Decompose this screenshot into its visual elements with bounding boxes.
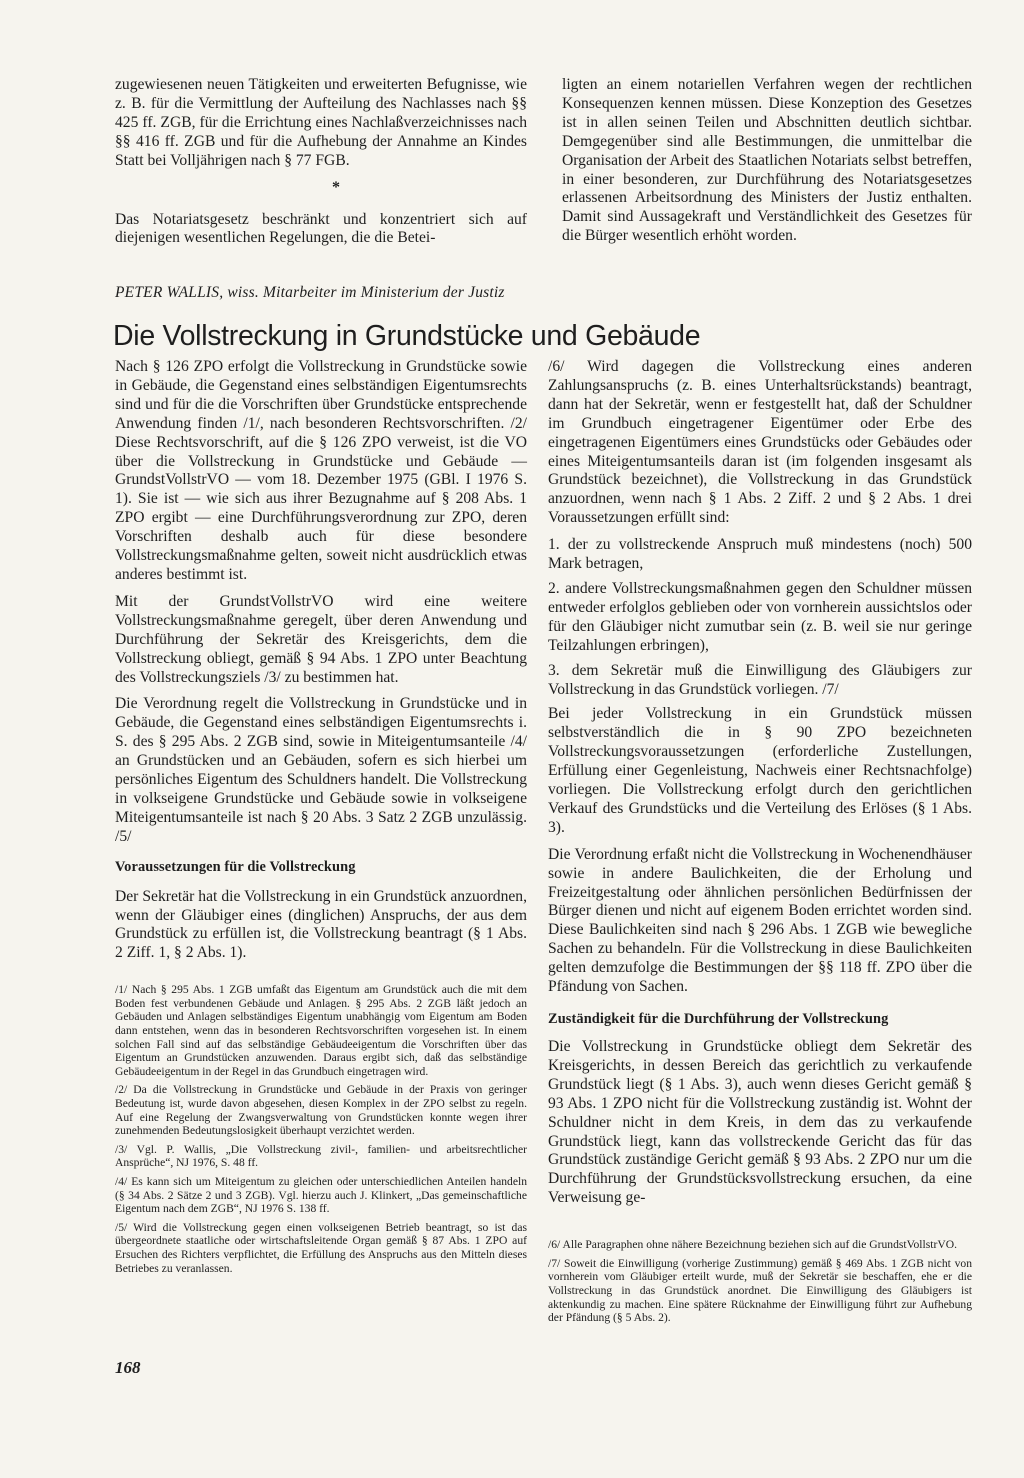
footnote: /5/ Wird die Vollstreckung gegen einen volkseigenen Betrieb beantragt, so ist das übergeordnete staatliche oder wirtschaftsleitende Organ gemäß § 87 Abs. 1 ZPO auf Ersuchen des Richters verpflichtet, die Erfüllung des Anspruchs aus den Mitteln dieses Betriebes zu veranlassen. [115, 1220, 527, 1275]
intro-right-column [562, 76, 972, 254]
footnote: /3/ Vgl. P. Wallis, „Die Vollstreckung zivil-, familien- und arbeitsrechtlicher Ansprüche“, NJ 1976, S. 48 ff. [115, 1142, 527, 1170]
article-paragraph: Die Verordnung erfaßt nicht die Vollstreckung in Wochenendhäuser sowie in andere Baulichkeiten, die der Erholung und Freizeitgestaltung oder ähnlichen persönlichen Bedürfnissen der Bürger dienen und nicht auf eigenem Boden errichtet worden sind. Diese Baulichkeiten sind nach § 296 Abs. 1 ZGB wie bewegliche Sachen zu behandeln. Für die Vollstreckung in diese Baulichkeiten gelten demzufolge die Bestimmungen der §§ 118 ff. ZPO über die Pfändung von Sachen. [548, 845, 972, 996]
article-paragraph: Bei jeder Vollstreckung in ein Grundstück müssen selbstverständlich die in § 90 ZPO bezeichneten Vollstreckungsvoraussetzungen (erforderliche Zustellungen, Erfüllung einer Gegenleistung, Nachweis einer Rechtsnachfolge) vorliegen. Die Vollstreckung erfolgt durch den gerichtlichen Verkauf des Grundstücks und die Verteilung des Erlöses (§ 1 Abs. 3). [548, 705, 972, 836]
article-paragraph: /6/ Wird dagegen die Vollstreckung eines anderen Zahlungsanspruchs (z. B. eines Unterhaltsrückstands) beantragt, dann hat der Sekretär, wenn er festgestellt hat, daß der Schuldner im Grundbuch eingetragener Eigentümer oder Erbe des eingetragenen Eigentümers eines Grundstücks oder Gebäudes oder eines Miteigentumsanteils daran ist (im folgenden insgesamt als Grundstück bezeichnet), die Vollstreckung in das Grundstück anzuordnen, wenn nach § 1 Abs. 2 Ziff. 2 und § 2 Abs. 1 drei Voraussetzungen erfüllt sind: [548, 358, 972, 527]
footnotes-left [115, 983, 527, 1275]
condition-item: 1. der zu vollstreckende Anspruch muß mindestens (noch) 500 Mark betragen, [548, 536, 972, 573]
condition-item: 2. andere Vollstreckungsmaßnahmen gegen den Schuldner müssen entweder erfolglos geblieben oder von vornherein aussichtslos oder für den Gläubiger nicht zumutbar sein (z. B. weil sie nur geringe Teilzahlungen erbringen), [548, 579, 972, 654]
intro-left-paragraph: Das Notariatsgesetz beschränkt und konzentriert sich auf diejenigen wesentlichen Regelungen, die die Betei- [115, 210, 527, 247]
footnote: /4/ Es kann sich um Miteigentum zu gleichen oder unterschiedlichen Anteilen handeln (§ 34 Abs. 2 Sätze 2 und 3 ZGB). Vgl. hierzu auch J. Klinkert, „Das gemeinschaftliche Eigentum nach dem ZGB“, NJ 1976 S. 138 ff. [115, 1175, 527, 1216]
article-paragraph: Nach § 126 ZPO erfolgt die Vollstreckung in Grundstücke sowie in Gebäude, die Gegenstand eines selbständigen Eigentumsrechts sind und für die die Vorschriften über Grundstücke entsprechende Anwendung finden /1/, nach besonderen Rechtsvorschriften. /2/ Diese Rechtsvorschrift, auf die § 126 ZPO verweist, ist die VO über die Vollstreckung in Grundstücke und Gebäude — GrundstVollstrVO — vom 18. Dezember 1975 (GBl. I 1976 S. 1). Sie ist — wie sich aus ihrer Bezugnahme auf § 208 Abs. 1 ZPO ergibt — eine Durchführungsverordnung zur ZPO, deren Vorschriften deshalb auch für diese besondere Vollstreckungsmaßnahme gelten, soweit nicht ausdrücklich etwas anderes bestimmt ist. [115, 358, 527, 583]
article-paragraph: Mit der GrundstVollstrVO wird eine weitere Vollstreckungsmaßnahme geregelt, über deren Anwendung und Durchführung der Sekretär des Kreisgerichts, dem die Vollstreckung obliegt, gemäß § 94 Abs. 1 ZPO unter Beachtung des Vollstreckungsziels /3/ zu bestimmen hat. [115, 592, 527, 686]
footnotes-right [548, 1238, 972, 1325]
intro-left-paragraph: zugewiesenen neuen Tätigkeiten und erweiterten Befugnisse, wie z. B. für die Vermittlung der Aufteilung des Nachlasses nach §§ 425 ff. ZGB, für die Errichtung eines Nachlaßverzeichnisses nach §§ 416 ff. ZGB und für die Aufhebung der Annahme an Kindes Statt bei Volljährigen nach § 77 FGB. [115, 76, 527, 169]
article-title: Die Vollstreckung in Grundstücke und Gebäude [113, 320, 701, 352]
section-heading-prerequisites: Voraussetzungen für die Vollstreckung [115, 858, 356, 875]
page-number: 168 [115, 1358, 141, 1377]
article-author: PETER WALLIS, wiss. Mitarbeiter im Ministerium der Justiz [115, 284, 505, 301]
intro-right-paragraph: ligten an einem notariellen Verfahren wegen der rechtlichen Konsequenzen kennen müssen. Diese Konzeption des Gesetzes ist in allen seinen Teilen und Abschnitten deutlich sichtbar. Demgegenüber sind alle Bestimmungen, die unmittelbar die Organisation der Arbeit des Staatlichen Notariats selbst betreffen, in einer besonderen, zur Durchführung des Notariatsgesetzes erlassenen Arbeitsordnung des Ministers der Justiz enthalten. Damit sind Aussagekraft und Verständlichkeit des Gesetzes für die Bürger wesentlich erhöht worden. [562, 76, 972, 245]
article-left-column [115, 358, 527, 1280]
footnote: /6/ Alle Paragraphen ohne nähere Bezeichnung beziehen sich auf die GrundstVollstrVO. [548, 1238, 957, 1252]
article-paragraph: Der Sekretär hat die Vollstreckung in ein Grundstück anzuordnen, wenn der Gläubiger eines (dinglichen) Anspruchs, der aus dem Grundstück zu erfüllen ist, die Vollstreckung beantragt (§ 1 Abs. 2 Ziff. 1, § 2 Abs. 1). [115, 887, 527, 962]
footnote: /7/ Soweit die Einwilligung (vorherige Zustimmung) gemäß § 469 Abs. 1 ZGB nicht von vornherein vom Gläubiger erteilt wurde, muß der Sekretär sie beschaffen, ehe er die Vollstreckung in das Grundstück anordnet. Die Einwilligung des Gläubigers ist aktenkundig zu machen. Eine spätere Rücknahme der Einwilligung führt zur Aufhebung der Pfändung (§ 5 Abs. 2). [548, 1256, 972, 1325]
footnote: /1/ Nach § 295 Abs. 1 ZGB umfaßt das Eigentum am Grundstück auch die mit dem Boden fest verbundenen Gebäude und Anlagen. § 295 Abs. 2 ZGB läßt jedoch an Gebäuden und Anlagen selbständiges Eigentum unabhängig vom Eigentum am Boden dann entstehen, wenn das in besonderen Rechtsvorschriften vorgesehen ist. In einem solchen Fall sind auf das selbständige Gebäudeeigentum die Vorschriften über das Eigentum an Grundstücken anzuwenden. Daraus ergibt sich, daß das selbständige Gebäudeeigentum in der Regel in das Grundbuch eingetragen wird. [115, 983, 527, 1078]
intro-left-column [115, 76, 527, 256]
section-heading-jurisdiction: Zuständigkeit für die Durchführung der Vollstreckung [548, 1011, 889, 1027]
section-separator: * [332, 178, 340, 196]
article-paragraph: Die Verordnung regelt die Vollstreckung in Grundstücke und in Gebäude, die Gegenstand eines selbständigen Eigentumsrechts i. S. des § 295 Abs. 2 ZGB sind, sowie in Miteigentumsanteile /4/ an Grundstücken und an Gebäuden, sofern es sich hierbei um persönliches Eigentum des Schuldners handelt. Die Vollstreckung in volkseigene Grundstücke und Gebäude sowie in volkseigene Miteigentumsanteile ist nach § 20 Abs. 3 Satz 2 ZGB unzulässig. /5/ [115, 695, 527, 845]
condition-item: 3. dem Sekretär muß die Einwilligung des Gläubigers zur Vollstreckung in das Grundstück vorliegen. /7/ [548, 661, 972, 698]
article-right-column [548, 358, 972, 1330]
article-paragraph: Die Vollstreckung in Grundstücke obliegt dem Sekretär des Kreisgerichts, in dessen Bereich das gerichtlich zu verkaufende Grundstück liegt (§ 1 Abs. 3), auch wenn dieses Gericht gemäß § 93 Abs. 1 ZPO nicht für die Vollstreckung zuständig ist. Wohnt der Schuldner nicht in dem Kreis, in dem das zu verkaufende Grundstück liegt, kann das vollstreckende Gericht das für das Grundstück zuständige Gericht gemäß § 93 Abs. 2 ZPO nur um die Durchführung der Grundstücksvollstreckung ersuchen, da eine Verweisung ge- [548, 1038, 972, 1207]
footnote: /2/ Da die Vollstreckung in Grundstücke und Gebäude in der Praxis von geringer Bedeutung ist, wurde davon abgesehen, diesen Komplex in der ZPO selbst zu regeln. Auf eine Regelung der Zwangsverwaltung von Grundstücken konnte wegen ihrer zunehmenden Bedeutungslosigkeit überhaupt verzichtet werden. [115, 1083, 527, 1138]
